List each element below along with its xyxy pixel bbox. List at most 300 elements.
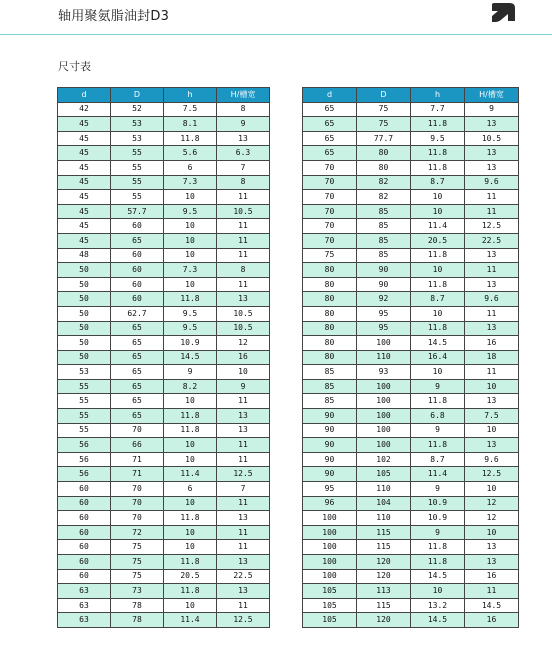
- table-cell: 57.7: [111, 204, 164, 219]
- table-row: [58, 379, 270, 394]
- table-cell: 10: [411, 263, 465, 278]
- table-cell: 9: [164, 365, 217, 380]
- table-cell: 90: [303, 452, 357, 467]
- table-row: [303, 248, 519, 263]
- table-cell: 65: [111, 321, 164, 336]
- table-cell: 45: [58, 131, 111, 146]
- table-cell: 13: [465, 438, 519, 453]
- table-row: [303, 394, 519, 409]
- table-cell: 50: [58, 321, 111, 336]
- table-cell: 10: [164, 438, 217, 453]
- table-row: [303, 160, 519, 175]
- table-cell: 63: [58, 584, 111, 599]
- table-cell: 14.5: [411, 336, 465, 351]
- table-row: [303, 117, 519, 132]
- table-cell: 113: [357, 584, 411, 599]
- table-row: [58, 102, 270, 117]
- table-row: [303, 292, 519, 307]
- table-cell: 11: [465, 306, 519, 321]
- table-row: [303, 598, 519, 613]
- table-row: [58, 613, 270, 628]
- table-cell: 78: [111, 598, 164, 613]
- table-cell: 120: [357, 613, 411, 628]
- table-row: [58, 321, 270, 336]
- table-cell: 12.5: [465, 467, 519, 482]
- table-cell: 56: [58, 438, 111, 453]
- size-table-left: [57, 87, 270, 628]
- table-row: [58, 277, 270, 292]
- column-header-h: h: [411, 88, 465, 103]
- table-cell: 10: [164, 452, 217, 467]
- table-cell: 90: [303, 467, 357, 482]
- table-cell: 55: [111, 160, 164, 175]
- table-row: [303, 146, 519, 161]
- table-row: [303, 409, 519, 424]
- table-cell: 10: [164, 394, 217, 409]
- table-row: [58, 452, 270, 467]
- table-header-row: [303, 88, 519, 103]
- table-cell: 90: [303, 409, 357, 424]
- table-row: [58, 131, 270, 146]
- table-cell: 60: [111, 277, 164, 292]
- table-cell: 11.8: [164, 423, 217, 438]
- table-cell: 13.2: [411, 598, 465, 613]
- table-row: [58, 190, 270, 205]
- table-cell: 53: [111, 117, 164, 132]
- table-row: [303, 511, 519, 526]
- table-cell: 18: [465, 350, 519, 365]
- table-cell: 13: [217, 409, 270, 424]
- table-row: [303, 525, 519, 540]
- table-cell: 78: [111, 613, 164, 628]
- table-cell: 9: [411, 482, 465, 497]
- table-cell: 85: [357, 233, 411, 248]
- table-cell: 70: [303, 190, 357, 205]
- table-cell: 55: [58, 379, 111, 394]
- table-cell: 100: [357, 423, 411, 438]
- table-cell: 7.3: [164, 175, 217, 190]
- table-cell: 45: [58, 146, 111, 161]
- table-cell: 70: [303, 219, 357, 234]
- table-cell: 8.7: [411, 452, 465, 467]
- table-cell: 110: [357, 482, 411, 497]
- table-cell: 16: [465, 569, 519, 584]
- table-cell: 75: [111, 540, 164, 555]
- table-row: [58, 525, 270, 540]
- table-cell: 73: [111, 584, 164, 599]
- table-cell: 80: [303, 306, 357, 321]
- table-row: [58, 263, 270, 278]
- table-row: [58, 467, 270, 482]
- table-row: [58, 117, 270, 132]
- table-cell: 75: [111, 555, 164, 570]
- table-row: [303, 321, 519, 336]
- table-cell: 50: [58, 336, 111, 351]
- table-cell: 6: [164, 482, 217, 497]
- table-cell: 75: [111, 569, 164, 584]
- table-cell: 13: [217, 292, 270, 307]
- table-row: [303, 204, 519, 219]
- table-cell: 80: [303, 321, 357, 336]
- table-cell: 90: [303, 423, 357, 438]
- table-cell: 55: [111, 190, 164, 205]
- table-cell: 7.5: [465, 409, 519, 424]
- table-cell: 10: [465, 525, 519, 540]
- table-cell: 80: [303, 292, 357, 307]
- table-cell: 60: [58, 482, 111, 497]
- table-cell: 70: [111, 482, 164, 497]
- table-cell: 85: [357, 219, 411, 234]
- table-row: [58, 204, 270, 219]
- table-cell: 60: [111, 248, 164, 263]
- table-cell: 10: [465, 423, 519, 438]
- table-cell: 85: [303, 379, 357, 394]
- table-cell: 11.4: [164, 613, 217, 628]
- table-row: [58, 555, 270, 570]
- table-cell: 45: [58, 204, 111, 219]
- table-row: [303, 555, 519, 570]
- table-cell: 13: [217, 131, 270, 146]
- table-cell: 105: [303, 598, 357, 613]
- table-cell: 102: [357, 452, 411, 467]
- table-cell: 11: [465, 190, 519, 205]
- table-cell: 10: [411, 584, 465, 599]
- table-row: [303, 190, 519, 205]
- table-cell: 11.8: [411, 321, 465, 336]
- table-cell: 7: [217, 160, 270, 175]
- table-cell: 13: [465, 394, 519, 409]
- table-row: [58, 248, 270, 263]
- table-cell: 80: [303, 336, 357, 351]
- table-cell: 13: [465, 117, 519, 132]
- table-cell: 8: [217, 263, 270, 278]
- table-header-row: [58, 88, 270, 103]
- table-cell: 11: [217, 525, 270, 540]
- table-cell: 60: [58, 496, 111, 511]
- table-cell: 100: [357, 336, 411, 351]
- table-cell: 16: [217, 350, 270, 365]
- column-header-d: d: [58, 88, 111, 103]
- table-cell: 70: [111, 496, 164, 511]
- table-cell: 11.8: [411, 555, 465, 570]
- table-cell: 45: [58, 160, 111, 175]
- column-header-h: h: [164, 88, 217, 103]
- table-cell: 60: [58, 540, 111, 555]
- table-cell: 85: [303, 365, 357, 380]
- table-row: [303, 467, 519, 482]
- table-cell: 100: [303, 511, 357, 526]
- table-cell: 66: [111, 438, 164, 453]
- table-cell: 10: [164, 219, 217, 234]
- table-cell: 45: [58, 190, 111, 205]
- table-cell: 13: [465, 248, 519, 263]
- table-cell: 12.5: [217, 613, 270, 628]
- table-cell: 8: [217, 102, 270, 117]
- table-cell: 9.6: [465, 175, 519, 190]
- table-row: [303, 482, 519, 497]
- table-cell: 11: [217, 233, 270, 248]
- size-table-right: [302, 87, 519, 628]
- table-cell: 75: [357, 102, 411, 117]
- table-cell: 11.8: [411, 248, 465, 263]
- table-cell: 11: [217, 248, 270, 263]
- table-cell: 70: [303, 233, 357, 248]
- table-cell: 8.2: [164, 379, 217, 394]
- table-cell: 65: [111, 394, 164, 409]
- table-cell: 85: [357, 248, 411, 263]
- table-cell: 90: [357, 277, 411, 292]
- table-cell: 62.7: [111, 306, 164, 321]
- table-cell: 50: [58, 306, 111, 321]
- table-cell: 55: [58, 409, 111, 424]
- table-cell: 11.8: [164, 409, 217, 424]
- table-cell: 10: [164, 248, 217, 263]
- table-cell: 6.3: [217, 146, 270, 161]
- table-cell: 10: [411, 306, 465, 321]
- table-cell: 60: [58, 525, 111, 540]
- table-cell: 11: [217, 496, 270, 511]
- table-cell: 22.5: [217, 569, 270, 584]
- table-cell: 11.8: [164, 131, 217, 146]
- table-cell: 13: [465, 277, 519, 292]
- table-row: [303, 175, 519, 190]
- table-cell: 13: [465, 160, 519, 175]
- table-cell: 92: [357, 292, 411, 307]
- table-cell: 85: [357, 204, 411, 219]
- table-cell: 100: [303, 569, 357, 584]
- table-cell: 110: [357, 511, 411, 526]
- table-row: [58, 394, 270, 409]
- table-cell: 10: [164, 233, 217, 248]
- table-cell: 100: [357, 438, 411, 453]
- section-subtitle: 尺寸表: [58, 60, 91, 73]
- table-cell: 12.5: [465, 219, 519, 234]
- table-row: [58, 496, 270, 511]
- table-cell: 60: [111, 219, 164, 234]
- table-cell: 12.5: [217, 467, 270, 482]
- table-cell: 45: [58, 233, 111, 248]
- table-cell: 10.5: [217, 204, 270, 219]
- table-cell: 13: [465, 146, 519, 161]
- column-header-D: D: [357, 88, 411, 103]
- table-cell: 60: [111, 263, 164, 278]
- column-header-D: D: [111, 88, 164, 103]
- table-cell: 100: [303, 525, 357, 540]
- table-cell: 14.5: [411, 613, 465, 628]
- table-cell: 10: [164, 540, 217, 555]
- table-cell: 9: [411, 423, 465, 438]
- table-row: [58, 584, 270, 599]
- table-cell: 77.7: [357, 131, 411, 146]
- table-cell: 71: [111, 452, 164, 467]
- column-header-H: H/槽宽: [217, 88, 270, 103]
- table-row: [303, 277, 519, 292]
- table-cell: 11: [217, 452, 270, 467]
- table-cell: 82: [357, 190, 411, 205]
- table-cell: 63: [58, 598, 111, 613]
- table-row: [58, 540, 270, 555]
- table-cell: 110: [357, 350, 411, 365]
- table-cell: 115: [357, 525, 411, 540]
- column-header-d: d: [303, 88, 357, 103]
- table-row: [58, 336, 270, 351]
- table-cell: 55: [58, 394, 111, 409]
- table-cell: 10: [164, 277, 217, 292]
- table-cell: 11: [217, 394, 270, 409]
- table-cell: 11.8: [411, 438, 465, 453]
- table-cell: 65: [111, 350, 164, 365]
- table-cell: 7: [217, 482, 270, 497]
- table-cell: 20.5: [411, 233, 465, 248]
- table-cell: 12: [465, 496, 519, 511]
- table-row: [58, 365, 270, 380]
- table-cell: 95: [303, 482, 357, 497]
- table-cell: 11.8: [164, 511, 217, 526]
- table-cell: 10: [217, 365, 270, 380]
- table-cell: 72: [111, 525, 164, 540]
- table-cell: 9: [411, 525, 465, 540]
- table-cell: 11.4: [411, 219, 465, 234]
- table-cell: 70: [111, 511, 164, 526]
- table-cell: 120: [357, 569, 411, 584]
- table-cell: 13: [465, 555, 519, 570]
- table-cell: 11.8: [164, 292, 217, 307]
- table-row: [58, 292, 270, 307]
- table-row: [303, 365, 519, 380]
- table-cell: 11: [465, 204, 519, 219]
- table-row: [303, 219, 519, 234]
- table-cell: 80: [357, 160, 411, 175]
- table-cell: 13: [465, 540, 519, 555]
- table-cell: 11: [217, 219, 270, 234]
- table-cell: 95: [357, 306, 411, 321]
- table-cell: 115: [357, 598, 411, 613]
- table-cell: 80: [357, 146, 411, 161]
- table-cell: 105: [303, 584, 357, 599]
- table-cell: 13: [217, 584, 270, 599]
- table-cell: 13: [217, 511, 270, 526]
- table-cell: 12: [217, 336, 270, 351]
- table-cell: 65: [111, 409, 164, 424]
- table-row: [303, 496, 519, 511]
- table-cell: 10.5: [217, 321, 270, 336]
- table-cell: 11.4: [411, 467, 465, 482]
- table-cell: 100: [357, 409, 411, 424]
- table-cell: 55: [111, 175, 164, 190]
- table-row: [58, 233, 270, 248]
- table-cell: 11.8: [411, 117, 465, 132]
- table-cell: 13: [217, 423, 270, 438]
- table-cell: 93: [357, 365, 411, 380]
- table-row: [58, 219, 270, 234]
- table-cell: 80: [303, 263, 357, 278]
- table-cell: 11: [217, 277, 270, 292]
- table-cell: 12: [465, 511, 519, 526]
- table-cell: 9.5: [164, 204, 217, 219]
- table-cell: 56: [58, 467, 111, 482]
- table-cell: 60: [111, 292, 164, 307]
- table-row: [58, 160, 270, 175]
- table-row: [58, 175, 270, 190]
- table-cell: 10.5: [465, 131, 519, 146]
- table-cell: 50: [58, 263, 111, 278]
- table-cell: 11.8: [411, 277, 465, 292]
- table-row: [58, 569, 270, 584]
- table-row: [303, 379, 519, 394]
- table-cell: 60: [58, 511, 111, 526]
- table-cell: 65: [303, 131, 357, 146]
- table-cell: 42: [58, 102, 111, 117]
- table-cell: 16: [465, 336, 519, 351]
- table-cell: 50: [58, 292, 111, 307]
- table-cell: 7.5: [164, 102, 217, 117]
- table-cell: 11.8: [411, 394, 465, 409]
- table-cell: 9.5: [164, 306, 217, 321]
- table-cell: 7.3: [164, 263, 217, 278]
- table-cell: 10: [411, 204, 465, 219]
- table-row: [58, 146, 270, 161]
- table-cell: 100: [303, 540, 357, 555]
- table-row: [303, 350, 519, 365]
- table-cell: 16.4: [411, 350, 465, 365]
- table-row: [58, 511, 270, 526]
- table-cell: 11.8: [411, 146, 465, 161]
- table-cell: 55: [58, 423, 111, 438]
- column-header-H: H/槽宽: [465, 88, 519, 103]
- table-cell: 10: [411, 365, 465, 380]
- table-cell: 96: [303, 496, 357, 511]
- table-cell: 11.4: [164, 467, 217, 482]
- table-row: [303, 540, 519, 555]
- table-cell: 10: [164, 525, 217, 540]
- table-cell: 11: [217, 598, 270, 613]
- table-cell: 45: [58, 117, 111, 132]
- table-cell: 100: [357, 394, 411, 409]
- table-row: [303, 613, 519, 628]
- table-cell: 13: [217, 555, 270, 570]
- table-cell: 9.5: [164, 321, 217, 336]
- table-cell: 100: [303, 555, 357, 570]
- table-row: [303, 438, 519, 453]
- table-cell: 80: [303, 350, 357, 365]
- header-divider: [0, 34, 552, 35]
- table-cell: 65: [303, 146, 357, 161]
- table-cell: 53: [111, 131, 164, 146]
- table-cell: 65: [303, 102, 357, 117]
- table-cell: 9.5: [411, 131, 465, 146]
- table-cell: 11: [217, 190, 270, 205]
- table-row: [58, 409, 270, 424]
- table-cell: 10.9: [164, 336, 217, 351]
- table-cell: 10: [164, 598, 217, 613]
- table-cell: 65: [111, 379, 164, 394]
- table-cell: 52: [111, 102, 164, 117]
- table-cell: 105: [357, 467, 411, 482]
- table-cell: 85: [303, 394, 357, 409]
- table-cell: 48: [58, 248, 111, 263]
- table-row: [58, 350, 270, 365]
- table-cell: 10: [164, 190, 217, 205]
- table-cell: 56: [58, 452, 111, 467]
- table-cell: 71: [111, 467, 164, 482]
- table-row: [58, 423, 270, 438]
- table-cell: 11: [217, 438, 270, 453]
- table-cell: 50: [58, 277, 111, 292]
- table-cell: 11: [465, 263, 519, 278]
- table-cell: 55: [111, 146, 164, 161]
- table-cell: 11.8: [411, 160, 465, 175]
- table-row: [303, 584, 519, 599]
